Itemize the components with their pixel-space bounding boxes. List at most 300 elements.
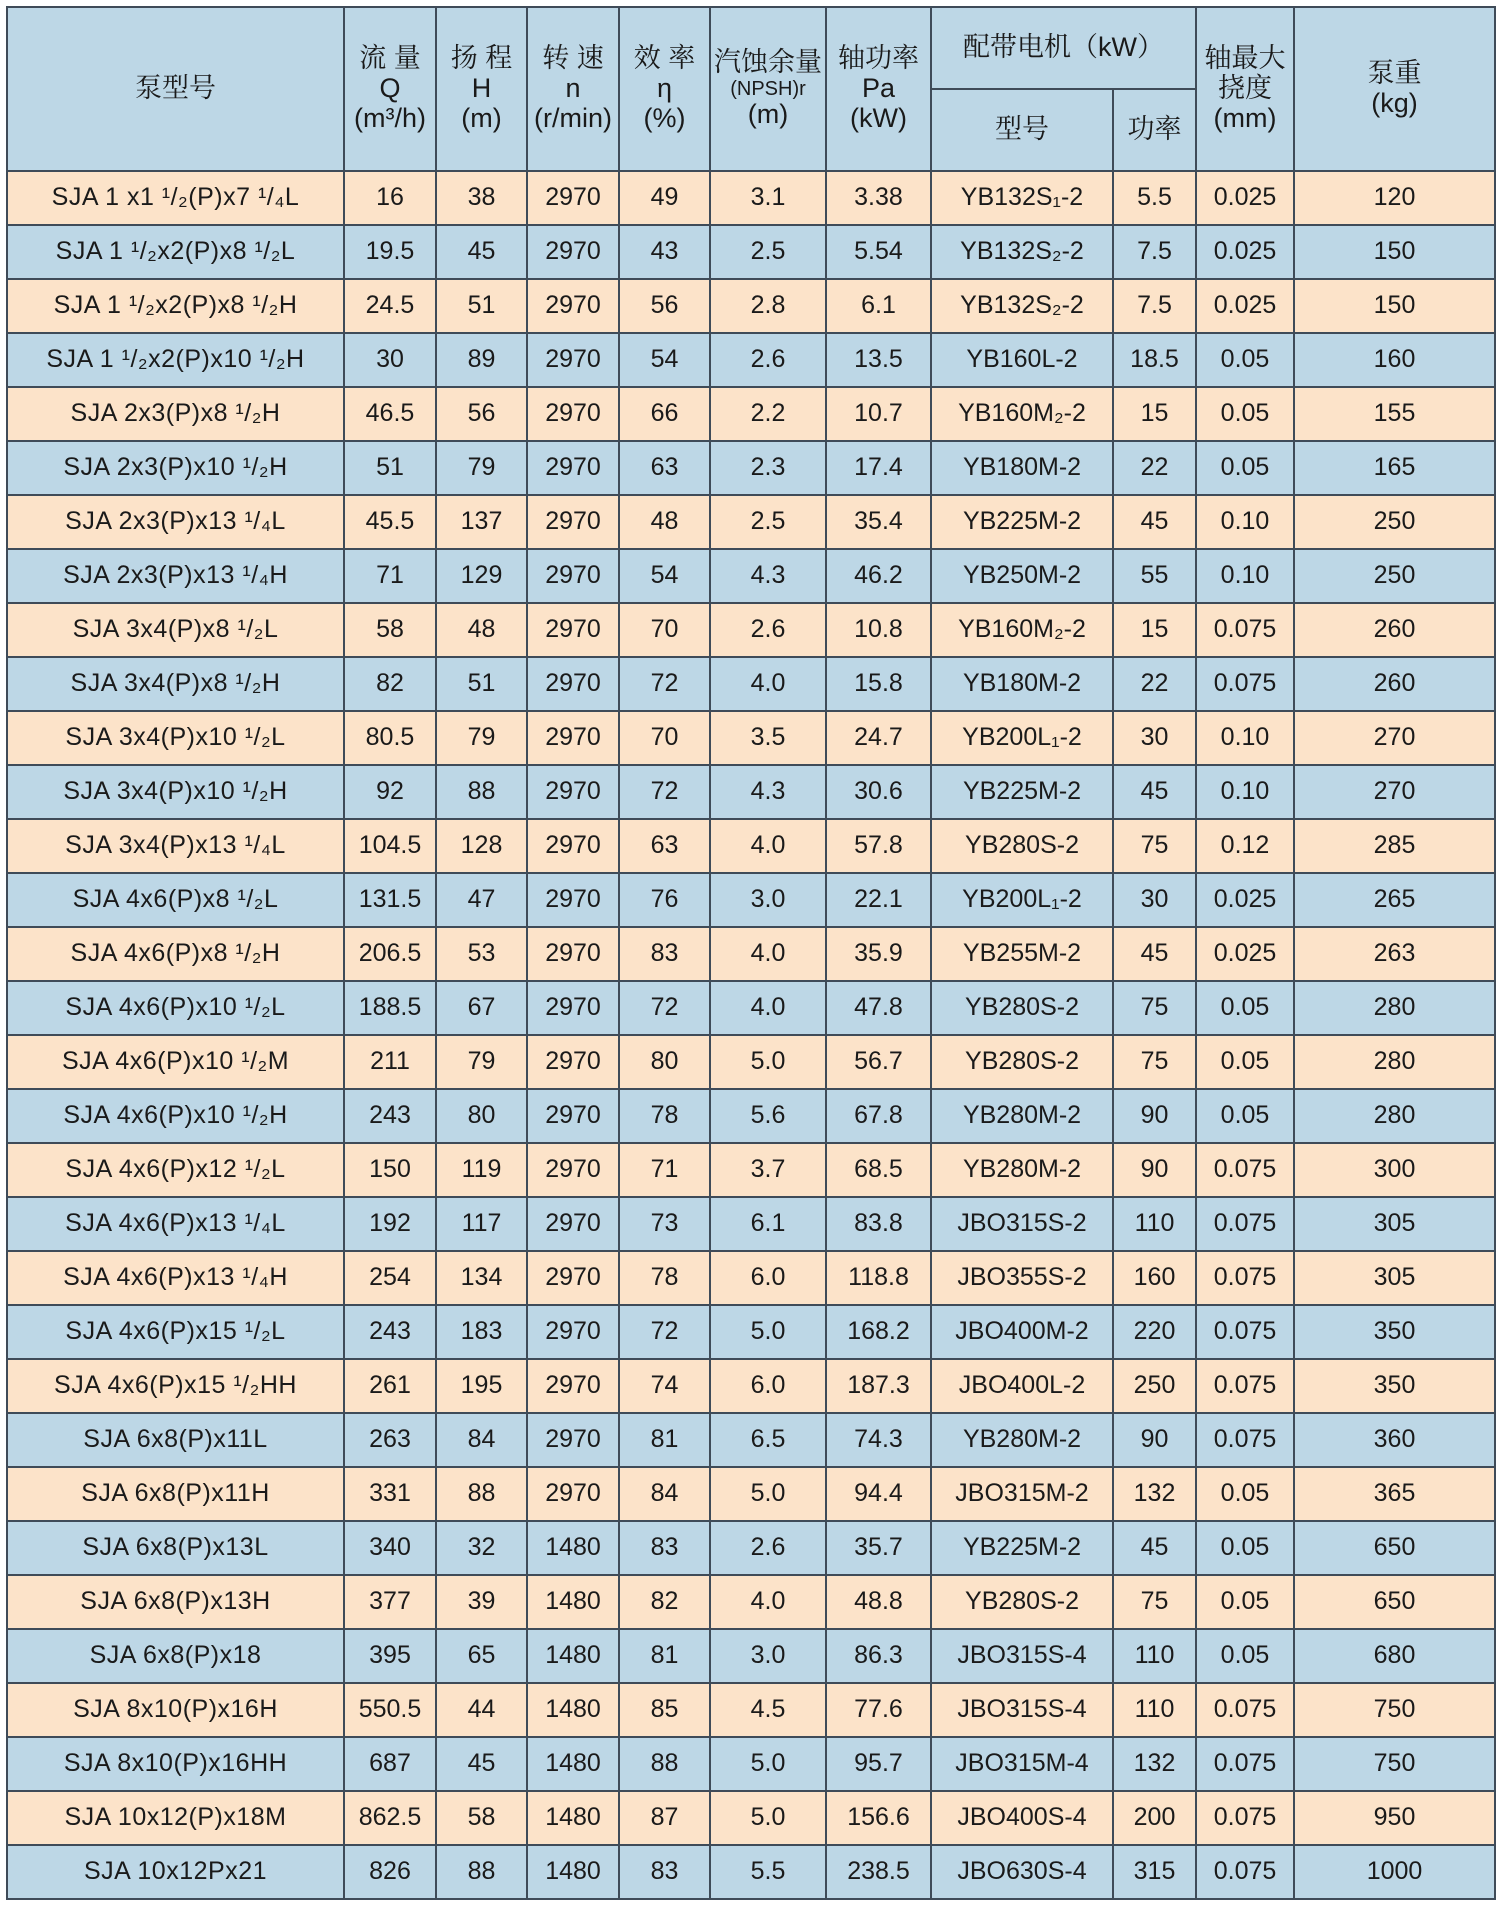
cell-deflection: 0.10: [1196, 495, 1294, 549]
cell-shaft-power: 168.2: [826, 1305, 931, 1359]
cell-efficiency: 88: [619, 1737, 710, 1791]
cell-deflection: 0.12: [1196, 819, 1294, 873]
cell-npsh: 6.5: [710, 1413, 826, 1467]
cell-flow: 30: [344, 333, 436, 387]
col-header-weight: [1294, 7, 1495, 171]
cell-deflection: 0.075: [1196, 1197, 1294, 1251]
col-header-speed-unit: (r/min): [534, 102, 612, 133]
cell-deflection: 0.05: [1196, 1467, 1294, 1521]
cell-shaft-power: 3.38: [826, 171, 931, 225]
cell-deflection: 0.05: [1196, 1629, 1294, 1683]
cell-head: 47: [436, 873, 527, 927]
cell-weight: 300: [1294, 1143, 1495, 1197]
cell-model: SJA 3x4(P)x8 ¹/₂H: [7, 657, 344, 711]
col-header-weight-line: 泵重: [1367, 58, 1422, 89]
cell-deflection: 0.075: [1196, 657, 1294, 711]
cell-deflection: 0.075: [1196, 1359, 1294, 1413]
cell-motor-type: JBO315M-4: [931, 1737, 1113, 1791]
cell-motor-power: 45: [1113, 1521, 1196, 1575]
cell-efficiency: 43: [619, 225, 710, 279]
col-header-head: [436, 7, 527, 171]
cell-weight: 250: [1294, 495, 1495, 549]
table-row: [7, 387, 1495, 441]
cell-head: 88: [436, 765, 527, 819]
cell-efficiency: 66: [619, 387, 710, 441]
cell-shaft-power: 35.4: [826, 495, 931, 549]
cell-model: SJA 4x6(P)x15 ¹/₂L: [7, 1305, 344, 1359]
cell-weight: 350: [1294, 1305, 1495, 1359]
cell-motor-power: 160: [1113, 1251, 1196, 1305]
table-row: [7, 495, 1495, 549]
cell-efficiency: 48: [619, 495, 710, 549]
cell-flow: 826: [344, 1845, 436, 1899]
cell-motor-power: 22: [1113, 441, 1196, 495]
cell-weight: 750: [1294, 1737, 1495, 1791]
cell-flow: 80.5: [344, 711, 436, 765]
col-header-motor-power: 功率: [1113, 89, 1196, 171]
cell-speed: 1480: [527, 1737, 619, 1791]
cell-npsh: 4.0: [710, 657, 826, 711]
cell-deflection: 0.05: [1196, 1035, 1294, 1089]
col-header-flow: [344, 7, 436, 171]
cell-motor-power: 200: [1113, 1791, 1196, 1845]
cell-model: SJA 4x6(P)x10 ¹/₂M: [7, 1035, 344, 1089]
cell-head: 38: [436, 171, 527, 225]
cell-motor-type: JBO315S-4: [931, 1629, 1113, 1683]
cell-deflection: 0.075: [1196, 1683, 1294, 1737]
cell-weight: 155: [1294, 387, 1495, 441]
header-row: [7, 7, 1495, 89]
cell-efficiency: 85: [619, 1683, 710, 1737]
cell-efficiency: 63: [619, 441, 710, 495]
cell-head: 129: [436, 549, 527, 603]
cell-deflection: 0.075: [1196, 1305, 1294, 1359]
cell-deflection: 0.075: [1196, 603, 1294, 657]
col-header-speed-line: 转 速: [542, 43, 604, 74]
cell-shaft-power: 10.7: [826, 387, 931, 441]
cell-npsh: 4.5: [710, 1683, 826, 1737]
cell-weight: 250: [1294, 549, 1495, 603]
cell-motor-power: 45: [1113, 927, 1196, 981]
cell-head: 89: [436, 333, 527, 387]
cell-shaft-power: 56.7: [826, 1035, 931, 1089]
table-row: [7, 873, 1495, 927]
cell-motor-power: 90: [1113, 1413, 1196, 1467]
cell-efficiency: 78: [619, 1251, 710, 1305]
cell-weight: 650: [1294, 1521, 1495, 1575]
col-header-efficiency: [619, 7, 710, 171]
col-header-shaft-power-line: 轴功率: [838, 43, 919, 74]
cell-shaft-power: 95.7: [826, 1737, 931, 1791]
cell-head: 117: [436, 1197, 527, 1251]
cell-deflection: 0.05: [1196, 1521, 1294, 1575]
col-header-model: 泵型号: [7, 7, 344, 171]
cell-flow: 24.5: [344, 279, 436, 333]
cell-efficiency: 72: [619, 1305, 710, 1359]
cell-model: SJA 4x6(P)x10 ¹/₂L: [7, 981, 344, 1035]
cell-deflection: 0.075: [1196, 1737, 1294, 1791]
cell-motor-type: YB280S-2: [931, 819, 1113, 873]
cell-efficiency: 83: [619, 1521, 710, 1575]
cell-model: SJA 8x10(P)x16HH: [7, 1737, 344, 1791]
cell-shaft-power: 86.3: [826, 1629, 931, 1683]
cell-shaft-power: 24.7: [826, 711, 931, 765]
cell-model: SJA 1 ¹/₂x2(P)x10 ¹/₂H: [7, 333, 344, 387]
cell-shaft-power: 30.6: [826, 765, 931, 819]
cell-motor-type: YB280S-2: [931, 981, 1113, 1035]
cell-head: 88: [436, 1467, 527, 1521]
cell-motor-power: 7.5: [1113, 279, 1196, 333]
cell-shaft-power: 17.4: [826, 441, 931, 495]
cell-shaft-power: 187.3: [826, 1359, 931, 1413]
table-row: [7, 1143, 1495, 1197]
cell-weight: 260: [1294, 603, 1495, 657]
cell-motor-power: 5.5: [1113, 171, 1196, 225]
col-header-npsh-line: 汽蚀余量: [714, 47, 822, 78]
cell-motor-power: 45: [1113, 765, 1196, 819]
table-row: [7, 1251, 1495, 1305]
cell-model: SJA 3x4(P)x10 ¹/₂L: [7, 711, 344, 765]
cell-motor-power: 90: [1113, 1143, 1196, 1197]
cell-model: SJA 4x6(P)x13 ¹/₄L: [7, 1197, 344, 1251]
cell-weight: 150: [1294, 225, 1495, 279]
cell-model: SJA 6x8(P)x13H: [7, 1575, 344, 1629]
cell-head: 51: [436, 279, 527, 333]
cell-motor-type: YB225M-2: [931, 495, 1113, 549]
cell-motor-type: YB280S-2: [931, 1575, 1113, 1629]
cell-shaft-power: 5.54: [826, 225, 931, 279]
table-row: [7, 1413, 1495, 1467]
cell-npsh: 2.2: [710, 387, 826, 441]
cell-head: 134: [436, 1251, 527, 1305]
cell-head: 48: [436, 603, 527, 657]
col-header-motor-type: 型号: [931, 89, 1113, 171]
cell-deflection: 0.025: [1196, 279, 1294, 333]
cell-speed: 2970: [527, 1197, 619, 1251]
cell-motor-power: 90: [1113, 1089, 1196, 1143]
cell-shaft-power: 35.9: [826, 927, 931, 981]
cell-npsh: 2.8: [710, 279, 826, 333]
cell-flow: 862.5: [344, 1791, 436, 1845]
cell-head: 84: [436, 1413, 527, 1467]
cell-head: 45: [436, 225, 527, 279]
cell-flow: 92: [344, 765, 436, 819]
cell-head: 44: [436, 1683, 527, 1737]
cell-model: SJA 6x8(P)x13L: [7, 1521, 344, 1575]
cell-motor-type: YB280M-2: [931, 1143, 1113, 1197]
cell-speed: 2970: [527, 1089, 619, 1143]
table-row: [7, 819, 1495, 873]
cell-flow: 377: [344, 1575, 436, 1629]
cell-speed: 2970: [527, 927, 619, 981]
cell-speed: 2970: [527, 225, 619, 279]
cell-shaft-power: 83.8: [826, 1197, 931, 1251]
cell-deflection: 0.05: [1196, 441, 1294, 495]
cell-head: 79: [436, 711, 527, 765]
cell-model: SJA 6x8(P)x18: [7, 1629, 344, 1683]
cell-head: 45: [436, 1737, 527, 1791]
cell-weight: 280: [1294, 981, 1495, 1035]
cell-weight: 270: [1294, 765, 1495, 819]
cell-efficiency: 54: [619, 549, 710, 603]
cell-motor-type: YB132S₁-2: [931, 171, 1113, 225]
col-header-npsh-symbol: (NPSH)r: [730, 78, 806, 100]
cell-deflection: 0.025: [1196, 873, 1294, 927]
cell-motor-type: YB280S-2: [931, 1035, 1113, 1089]
cell-weight: 280: [1294, 1035, 1495, 1089]
table-row: [7, 225, 1495, 279]
cell-motor-power: 110: [1113, 1197, 1196, 1251]
cell-model: SJA 4x6(P)x12 ¹/₂L: [7, 1143, 344, 1197]
col-header-deflection: [1196, 7, 1294, 171]
col-header-head-line: 扬 程: [450, 43, 513, 74]
col-header-flow-line: 流 量: [359, 43, 421, 74]
cell-head: 195: [436, 1359, 527, 1413]
cell-motor-power: 132: [1113, 1467, 1196, 1521]
cell-efficiency: 72: [619, 765, 710, 819]
cell-npsh: 4.3: [710, 765, 826, 819]
cell-motor-type: YB180M-2: [931, 441, 1113, 495]
cell-shaft-power: 77.6: [826, 1683, 931, 1737]
cell-deflection: 0.05: [1196, 333, 1294, 387]
cell-motor-power: 15: [1113, 603, 1196, 657]
cell-model: SJA 6x8(P)x11H: [7, 1467, 344, 1521]
cell-model: SJA 10x12Px21: [7, 1845, 344, 1899]
cell-motor-power: 220: [1113, 1305, 1196, 1359]
table-row: [7, 765, 1495, 819]
cell-npsh: 2.5: [710, 495, 826, 549]
cell-npsh: 5.0: [710, 1467, 826, 1521]
cell-npsh: 5.0: [710, 1305, 826, 1359]
cell-weight: 360: [1294, 1413, 1495, 1467]
cell-npsh: 3.0: [710, 873, 826, 927]
cell-flow: 263: [344, 1413, 436, 1467]
table-row: [7, 1359, 1495, 1413]
col-header-head-symbol: H: [471, 73, 492, 104]
cell-motor-type: JBO400M-2: [931, 1305, 1113, 1359]
cell-weight: 280: [1294, 1089, 1495, 1143]
cell-speed: 2970: [527, 279, 619, 333]
cell-npsh: 4.0: [710, 1575, 826, 1629]
cell-deflection: 0.10: [1196, 711, 1294, 765]
cell-speed: 1480: [527, 1629, 619, 1683]
col-header-speed-symbol: n: [565, 73, 581, 104]
cell-shaft-power: 47.8: [826, 981, 931, 1035]
cell-model: SJA 3x4(P)x8 ¹/₂L: [7, 603, 344, 657]
cell-npsh: 2.5: [710, 225, 826, 279]
cell-weight: 950: [1294, 1791, 1495, 1845]
cell-npsh: 2.6: [710, 333, 826, 387]
cell-shaft-power: 118.8: [826, 1251, 931, 1305]
cell-model: SJA 6x8(P)x11L: [7, 1413, 344, 1467]
cell-motor-power: 30: [1113, 873, 1196, 927]
cell-efficiency: 87: [619, 1791, 710, 1845]
cell-flow: 261: [344, 1359, 436, 1413]
cell-efficiency: 71: [619, 1143, 710, 1197]
col-header-speed: [527, 7, 619, 171]
cell-motor-type: YB225M-2: [931, 1521, 1113, 1575]
cell-model: SJA 8x10(P)x16H: [7, 1683, 344, 1737]
cell-weight: 305: [1294, 1197, 1495, 1251]
cell-deflection: 0.05: [1196, 1089, 1294, 1143]
cell-model: SJA 4x6(P)x8 ¹/₂L: [7, 873, 344, 927]
cell-npsh: 2.3: [710, 441, 826, 495]
cell-speed: 2970: [527, 711, 619, 765]
cell-shaft-power: 15.8: [826, 657, 931, 711]
cell-model: SJA 2x3(P)x13 ¹/₄L: [7, 495, 344, 549]
cell-weight: 305: [1294, 1251, 1495, 1305]
cell-weight: 285: [1294, 819, 1495, 873]
cell-motor-type: YB160M₂-2: [931, 387, 1113, 441]
cell-flow: 243: [344, 1089, 436, 1143]
cell-head: 80: [436, 1089, 527, 1143]
table-row: [7, 1683, 1495, 1737]
cell-head: 32: [436, 1521, 527, 1575]
cell-motor-power: 15: [1113, 387, 1196, 441]
table-row: [7, 279, 1495, 333]
cell-model: SJA 2x3(P)x13 ¹/₄H: [7, 549, 344, 603]
cell-motor-type: JBO400S-4: [931, 1791, 1113, 1845]
cell-flow: 340: [344, 1521, 436, 1575]
cell-speed: 2970: [527, 441, 619, 495]
cell-motor-power: 75: [1113, 981, 1196, 1035]
col-header-npsh: [710, 7, 826, 171]
cell-shaft-power: 46.2: [826, 549, 931, 603]
cell-npsh: 6.1: [710, 1197, 826, 1251]
table-row: [7, 603, 1495, 657]
col-header-shaft-power-symbol: Pa: [861, 73, 896, 104]
cell-head: 39: [436, 1575, 527, 1629]
cell-speed: 2970: [527, 657, 619, 711]
cell-motor-type: YB225M-2: [931, 765, 1113, 819]
cell-deflection: 0.075: [1196, 1791, 1294, 1845]
cell-shaft-power: 68.5: [826, 1143, 931, 1197]
col-header-deflection-unit: (mm): [1213, 102, 1277, 133]
cell-shaft-power: 35.7: [826, 1521, 931, 1575]
cell-deflection: 0.10: [1196, 549, 1294, 603]
col-header-shaft-power-unit: (kW): [850, 102, 907, 133]
cell-speed: 2970: [527, 1143, 619, 1197]
table-row: [7, 1305, 1495, 1359]
col-header-efficiency-unit: (%): [643, 102, 686, 133]
cell-deflection: 0.075: [1196, 1143, 1294, 1197]
cell-shaft-power: 94.4: [826, 1467, 931, 1521]
cell-shaft-power: 22.1: [826, 873, 931, 927]
cell-deflection: 0.075: [1196, 1251, 1294, 1305]
cell-speed: 2970: [527, 171, 619, 225]
col-header-efficiency-line: 效 率: [633, 43, 696, 74]
col-header-deflection-line2: 挠度: [1218, 73, 1273, 104]
cell-speed: 1480: [527, 1575, 619, 1629]
cell-flow: 45.5: [344, 495, 436, 549]
cell-efficiency: 56: [619, 279, 710, 333]
cell-shaft-power: 238.5: [826, 1845, 931, 1899]
cell-efficiency: 81: [619, 1629, 710, 1683]
cell-efficiency: 80: [619, 1035, 710, 1089]
cell-motor-type: JBO400L-2: [931, 1359, 1113, 1413]
cell-efficiency: 70: [619, 603, 710, 657]
cell-head: 58: [436, 1791, 527, 1845]
cell-head: 183: [436, 1305, 527, 1359]
cell-npsh: 5.0: [710, 1035, 826, 1089]
cell-motor-power: 45: [1113, 495, 1196, 549]
cell-model: SJA 10x12(P)x18M: [7, 1791, 344, 1845]
table-row: [7, 333, 1495, 387]
cell-weight: 165: [1294, 441, 1495, 495]
cell-model: SJA 4x6(P)x13 ¹/₄H: [7, 1251, 344, 1305]
cell-motor-power: 110: [1113, 1683, 1196, 1737]
table-row: [7, 657, 1495, 711]
cell-head: 119: [436, 1143, 527, 1197]
cell-model: SJA 2x3(P)x10 ¹/₂H: [7, 441, 344, 495]
pump-spec-sheet: [6, 6, 1494, 1906]
cell-npsh: 4.0: [710, 819, 826, 873]
cell-shaft-power: 156.6: [826, 1791, 931, 1845]
cell-efficiency: 49: [619, 171, 710, 225]
cell-weight: 160: [1294, 333, 1495, 387]
cell-motor-type: YB180M-2: [931, 657, 1113, 711]
cell-motor-type: JBO315M-2: [931, 1467, 1113, 1521]
cell-efficiency: 72: [619, 657, 710, 711]
col-header-weight-unit: (kg): [1371, 88, 1418, 118]
cell-motor-type: YB160L-2: [931, 333, 1113, 387]
cell-motor-type: YB280M-2: [931, 1413, 1113, 1467]
cell-motor-power: 110: [1113, 1629, 1196, 1683]
cell-motor-power: 30: [1113, 711, 1196, 765]
cell-model: SJA 1 ¹/₂x2(P)x8 ¹/₂H: [7, 279, 344, 333]
cell-speed: 2970: [527, 765, 619, 819]
cell-deflection: 0.10: [1196, 765, 1294, 819]
table-row: [7, 1845, 1495, 1899]
cell-model: SJA 4x6(P)x10 ¹/₂H: [7, 1089, 344, 1143]
table-row: [7, 549, 1495, 603]
cell-speed: 2970: [527, 1467, 619, 1521]
cell-head: 79: [436, 441, 527, 495]
table-row: [7, 1197, 1495, 1251]
cell-efficiency: 63: [619, 819, 710, 873]
cell-motor-power: 7.5: [1113, 225, 1196, 279]
table-row: [7, 1467, 1495, 1521]
cell-head: 67: [436, 981, 527, 1035]
cell-speed: 2970: [527, 387, 619, 441]
cell-shaft-power: 67.8: [826, 1089, 931, 1143]
cell-motor-type: JBO315S-4: [931, 1683, 1113, 1737]
cell-motor-power: 55: [1113, 549, 1196, 603]
table-row: [7, 1575, 1495, 1629]
cell-shaft-power: 74.3: [826, 1413, 931, 1467]
cell-weight: 260: [1294, 657, 1495, 711]
cell-shaft-power: 48.8: [826, 1575, 931, 1629]
col-header-deflection-line: 轴最大: [1204, 43, 1286, 74]
table-row: [7, 711, 1495, 765]
cell-motor-power: 75: [1113, 1575, 1196, 1629]
cell-model: SJA 4x6(P)x8 ¹/₂H: [7, 927, 344, 981]
cell-head: 56: [436, 387, 527, 441]
cell-motor-type: YB250M-2: [931, 549, 1113, 603]
cell-deflection: 0.025: [1196, 927, 1294, 981]
col-header-head-unit: (m): [461, 102, 502, 133]
cell-flow: 188.5: [344, 981, 436, 1035]
cell-head: 79: [436, 1035, 527, 1089]
cell-npsh: 4.0: [710, 927, 826, 981]
cell-motor-power: 75: [1113, 819, 1196, 873]
cell-deflection: 0.075: [1196, 1845, 1294, 1899]
cell-weight: 150: [1294, 279, 1495, 333]
cell-motor-power: 250: [1113, 1359, 1196, 1413]
cell-motor-type: JBO315S-2: [931, 1197, 1113, 1251]
cell-deflection: 0.025: [1196, 225, 1294, 279]
cell-model: SJA 1 ¹/₂x2(P)x8 ¹/₂L: [7, 225, 344, 279]
